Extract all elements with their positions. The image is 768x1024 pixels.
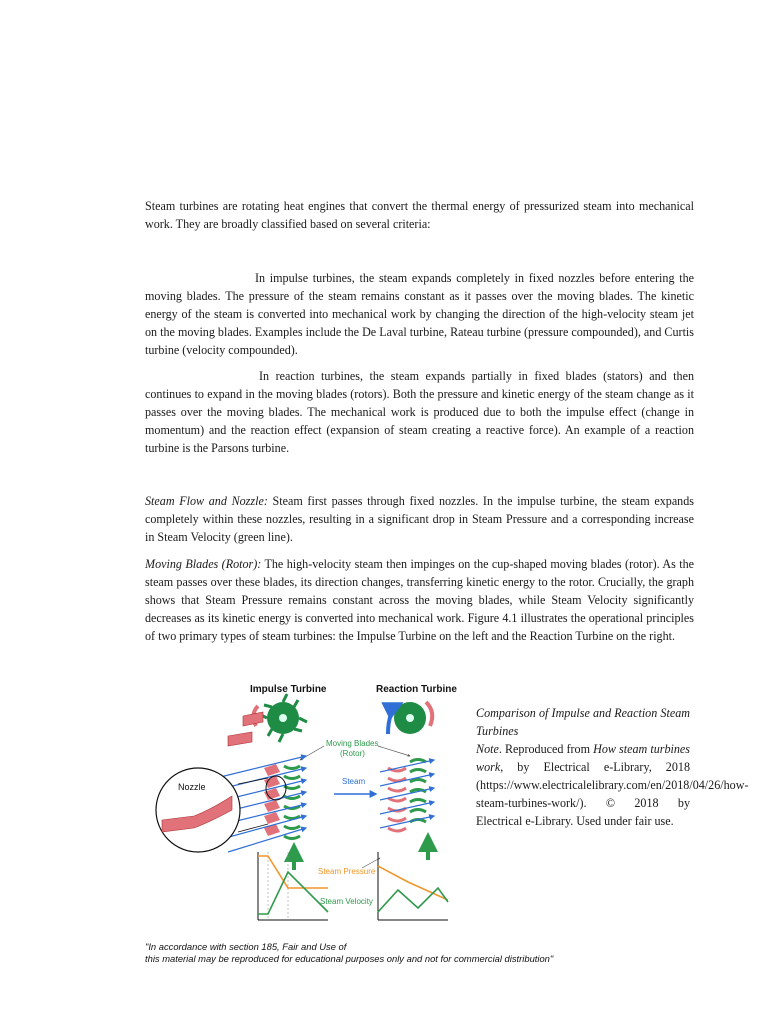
- impulse-nozzle-left-icon: [228, 732, 252, 746]
- steam-flow-lead: Steam Flow and Nozzle:: [145, 494, 268, 508]
- rotor-label: (Rotor): [340, 749, 365, 758]
- note-pre: . Reproduced from: [498, 742, 594, 756]
- reaction-pressure-velocity-graph: [378, 852, 448, 920]
- steam-flow-paragraph: [145, 492, 694, 546]
- figure-caption-title: Comparison of Impulse and Reaction Steam Turbines: [476, 706, 690, 738]
- note-label: Note: [476, 742, 499, 756]
- moving-blades-label: Moving Blades: [326, 739, 379, 748]
- reaction-fixed-blades: [388, 768, 406, 831]
- reaction-turbine-paragraph: In reaction turbines, the steam expands partially in fixed blades (stators) and then continues to expand in the moving blades (rotors). Both the pressure and kinetic energy of the steam change as it passes over the moving blades. The mechanical work is produced due to both the impulse effect (change in momentum) and the reaction effect (expansion of steam creating a reactive force). An example of a reaction turbine is the Parsons turbine.: [145, 369, 694, 455]
- footer-line-1: "In accordance with section 185, Fair and Use of: [145, 941, 347, 952]
- impulse-nozzle-top-icon: [243, 712, 263, 726]
- nozzle-label: Nozzle: [178, 782, 206, 792]
- steam-velocity-label: Steam Velocity: [320, 897, 373, 906]
- impulse-turbine-paragraph: In impulse turbines, the steam expands completely in fixed nozzles before entering the moving blades. The pressure of the steam remains constant as it passes over the moving blades. The kinetic energy of the steam is converted into mechanical work by changing the direction of the high-velocity steam jet on the moving blades. Examples include the De Laval turbine, Rateau turbine (pressure compounded), and Curtis turbine (velocity compounded).: [145, 271, 694, 357]
- note-post: , by Electrical e-Library, 2018 (https://www.electricalelibrary.com/en/2018/04/26/how-steam-turbines-work/). © 2018 by Electrical e-Library. Used under fair use.: [476, 760, 749, 828]
- moving-blades-lead: Moving Blades (Rotor):: [145, 557, 262, 571]
- intro-paragraph: Steam turbines are rotating heat engines that convert the thermal energy of pressurized steam into mechanical work. They are broadly classified based on several criteria:: [145, 199, 694, 231]
- steam-pressure-label: Steam Pressure: [318, 867, 376, 876]
- steam-label: Steam: [342, 777, 366, 786]
- reaction-rotation-arrow: [426, 702, 432, 726]
- turbine-comparison-figure: [148, 676, 468, 924]
- impulse-moving-blades: [284, 766, 300, 839]
- impulse-velocity-line: [258, 872, 328, 914]
- steam-flow-text: Steam first passes through fixed nozzles. In the impulse turbine, the steam expands completely within these nozzles, resulting in a significant drop in Steam Pressure and a corresponding increase in Steam Velocity (green line).: [145, 494, 694, 544]
- reaction-turbine-title: Reaction Turbine: [376, 684, 457, 695]
- impulse-turbine-title: Impulse Turbine: [250, 684, 327, 695]
- reaction-pressure-line: [378, 866, 448, 900]
- footer-line-2: this material may be reproduced for educational purposes only and not for commercial distribution": [145, 953, 554, 964]
- figure-caption-note: [476, 740, 749, 830]
- moving-blades-text: The high-velocity steam then impinges on the cup-shaped moving blades (rotor). As the steam passes over these blades, its direction changes, transferring kinetic energy to the rotor. Crucially, the graph shows that Steam Pressure remains constant across the moving blades, while Steam Velocity significantly decreases as its kinetic energy is converted into mechanical work. Figure 4.1 illustrates the operational principles of two primary types of steam turbines: the Impulse Turbine on the left and the Reaction Turbine on the right.: [145, 557, 694, 643]
- reaction-velocity-line: [378, 888, 448, 912]
- moving-blades-paragraph: [145, 555, 694, 645]
- impulse-rotor-icon: [259, 694, 307, 742]
- source-title: How steam turbines work: [476, 742, 690, 774]
